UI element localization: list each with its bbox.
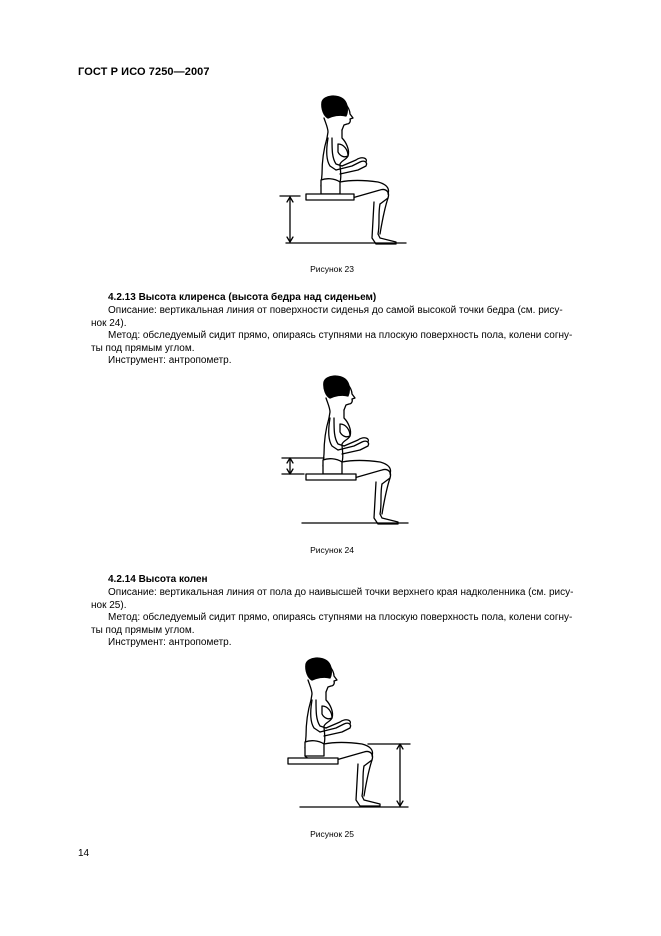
description-line-continued: нок 25).	[91, 599, 127, 611]
instrument-line: Инструмент: антропометр.	[108, 637, 232, 648]
method-line: Метод: обследуемый сидит прямо, опираясь ступнями на плоскую поверхность пола, колени согну-	[108, 612, 573, 623]
seated-figure	[305, 658, 380, 806]
section-4-2-13-body	[91, 305, 613, 368]
page-number: 14	[78, 848, 90, 859]
section-4-2-13-title: 4.2.13 Высота клиренса (высота бедра над сиденьем)	[108, 292, 377, 303]
dimension-marker-seat-height	[280, 196, 300, 242]
method-line-continued: ты под прямым углом.	[91, 342, 195, 354]
section-4-2-14-title: 4.2.14 Высота колен	[108, 574, 208, 585]
description-line-continued: нок 24).	[91, 317, 127, 329]
description-line: Описание: вертикальная линия от пола до наивысшей точки верхнего края надколенника (см. рису-	[108, 587, 574, 598]
seated-figure	[323, 376, 398, 524]
dimension-marker-knee-height	[368, 744, 410, 806]
instrument-line: Инструмент: антропометр.	[108, 355, 232, 366]
seat	[288, 758, 338, 764]
method-line: Метод: обследуемый сидит прямо, опираясь ступнями на плоскую поверхность пола, колени согну-	[108, 330, 573, 341]
figure-23-seated-person-illustration	[280, 94, 410, 246]
figure-24-caption: Рисунок 24	[310, 545, 354, 555]
seated-figure	[321, 96, 396, 244]
figure-25-caption: Рисунок 25	[310, 829, 354, 839]
document-header: ГОСТ Р ИСО 7250—2007	[78, 66, 210, 78]
dimension-marker-thigh-clearance	[282, 458, 324, 474]
seat	[306, 474, 356, 480]
seat	[306, 194, 354, 200]
figure-24-seated-person-illustration	[282, 374, 412, 526]
description-line: Описание: вертикальная линия от поверхности сиденья до самой высокой точки бедра (см. рису-	[108, 305, 563, 316]
section-4-2-14-body	[91, 587, 613, 650]
figure-25-seated-person-illustration	[264, 656, 414, 812]
figure-23-caption: Рисунок 23	[310, 264, 354, 274]
method-line-continued: ты под прямым углом.	[91, 624, 195, 636]
